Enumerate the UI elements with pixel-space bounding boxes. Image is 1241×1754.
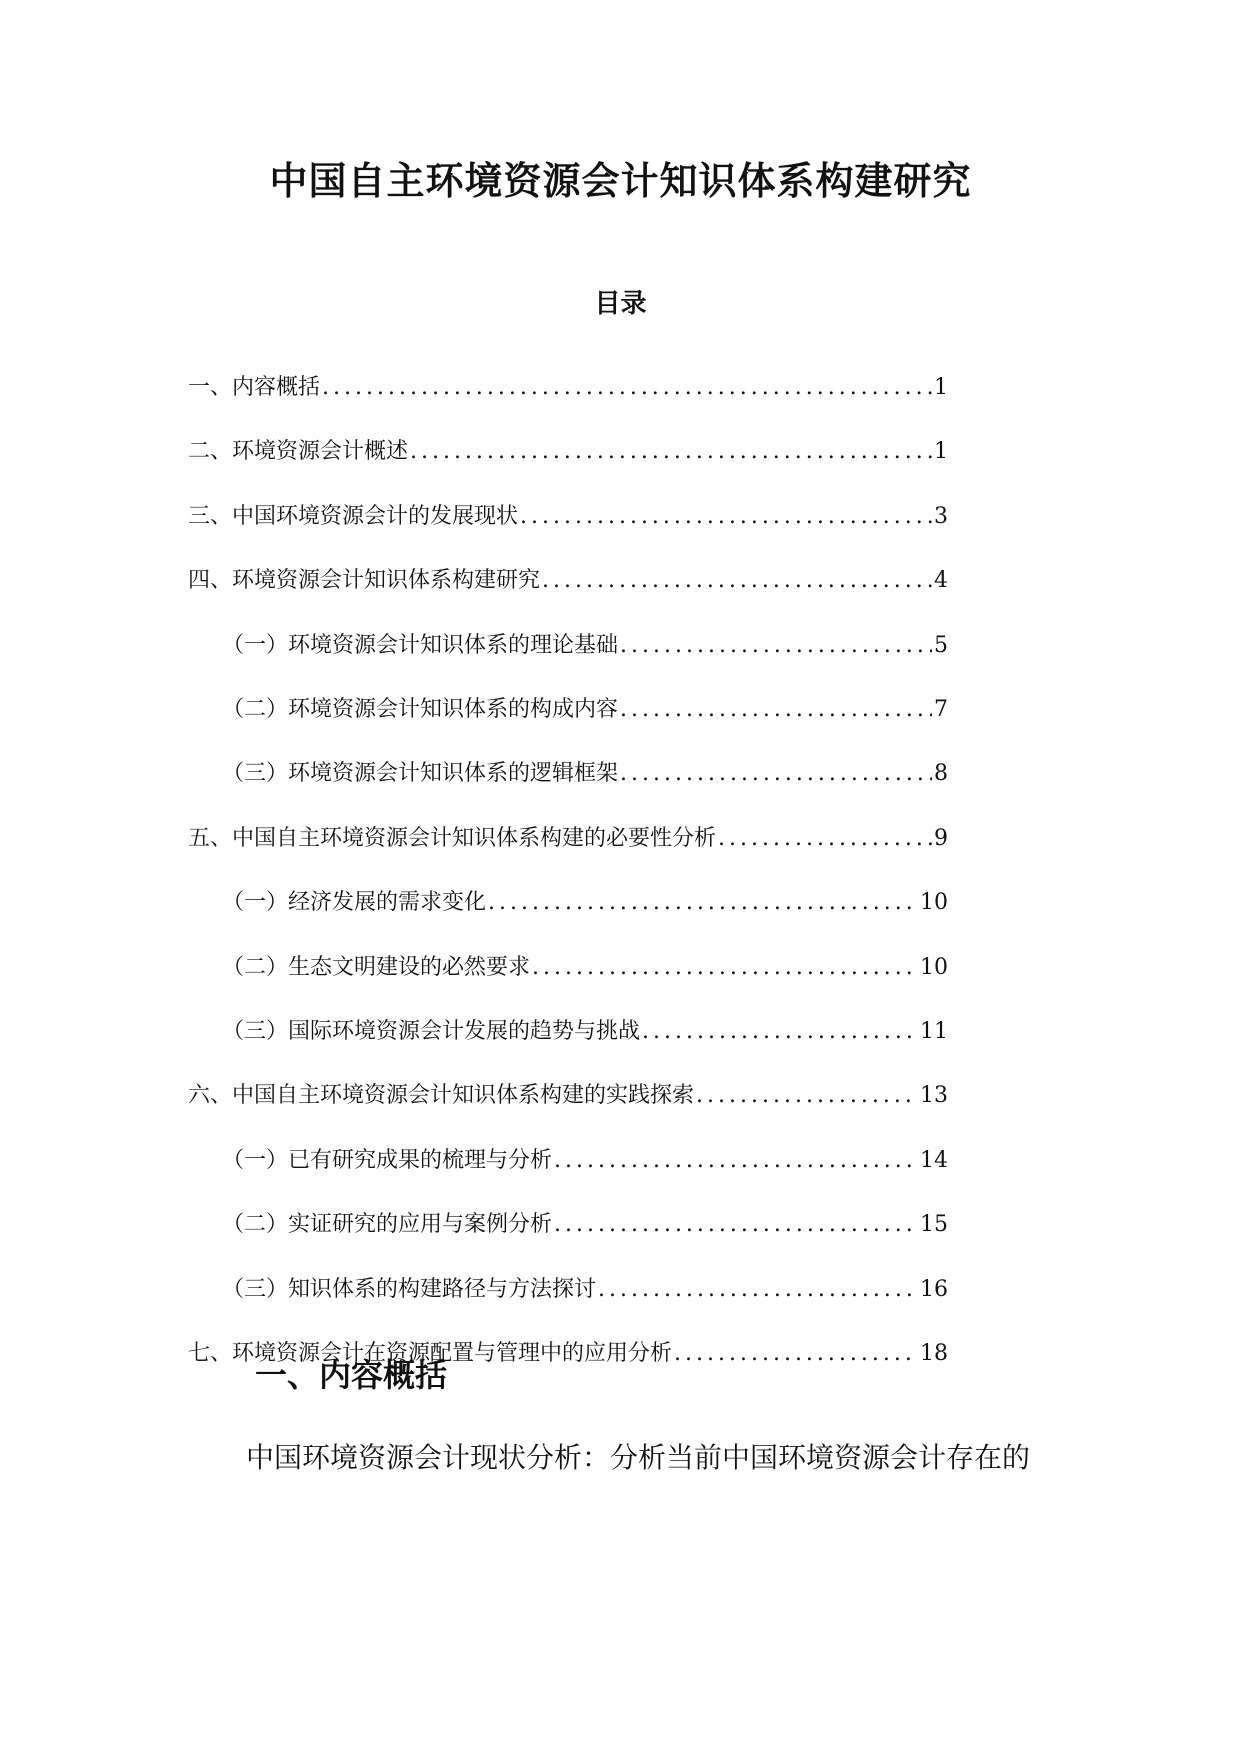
toc-entry-text: （三）国际环境资源会计发展的趋势与挑战 [222, 1019, 641, 1044]
toc-page-number: 10 [920, 890, 948, 916]
toc-entry-text: （一）已有研究成果的梳理与分析 [222, 1147, 553, 1173]
toc-dot-leader [674, 1337, 918, 1371]
toc-dot-leader [410, 435, 932, 469]
toc-dot-leader [520, 500, 932, 534]
body-paragraph: 中国环境资源会计现状分析：分析当前中国环境资源会计存在的 [246, 1441, 1031, 1474]
toc-entry-text: 二、环境资源会计概述 [188, 439, 409, 465]
toc-page-number: 14 [920, 1147, 948, 1173]
toc-dot-leader [620, 757, 932, 791]
toc-dot-leader [620, 629, 932, 663]
toc-entry[interactable] [222, 1015, 948, 1049]
toc-entry[interactable] [222, 629, 948, 663]
toc-entry[interactable] [222, 1144, 948, 1178]
toc-entry[interactable] [188, 435, 948, 469]
toc-entry[interactable] [222, 886, 948, 920]
toc-entry-text: （二）实证研究的应用与案例分析 [222, 1212, 553, 1238]
toc-page-number: 5 [934, 632, 948, 658]
toc-entry[interactable] [188, 500, 948, 534]
toc-heading: 目录 [594, 289, 647, 319]
toc-entry-text: （三）环境资源会计知识体系的逻辑框架 [222, 761, 619, 787]
toc-page-number: 13 [920, 1083, 948, 1109]
document-title: 中国自主环境资源会计知识体系构建研究 [269, 159, 972, 203]
toc-dot-leader [620, 693, 932, 727]
toc-entry[interactable] [188, 371, 948, 405]
toc-entry[interactable] [222, 757, 948, 791]
toc-page-number: 4 [934, 568, 948, 594]
toc-entry-text: 六、中国自主环境资源会计知识体系构建的实践探索 [188, 1083, 695, 1109]
toc-entry-text: （二）环境资源会计知识体系的构成内容 [222, 697, 619, 722]
toc-entry[interactable] [222, 951, 948, 985]
toc-page-number: 9 [934, 825, 948, 851]
toc-entry[interactable] [222, 693, 948, 727]
toc-dot-leader [554, 1144, 918, 1178]
toc-page-number: 1 [934, 439, 948, 465]
toc-dot-leader [322, 371, 932, 405]
toc-dot-leader [532, 951, 918, 985]
toc-page-number: 7 [934, 697, 948, 722]
toc-page-number: 8 [934, 761, 948, 787]
toc-page-number: 15 [920, 1212, 948, 1238]
toc-page-number: 3 [934, 503, 948, 529]
toc-entry[interactable] [188, 564, 948, 598]
toc-entry-text: 三、中国环境资源会计的发展现状 [188, 503, 519, 529]
toc-entry-text: 四、环境资源会计知识体系构建研究 [188, 568, 541, 594]
toc-dot-leader [696, 1079, 918, 1113]
toc-dot-leader [488, 886, 918, 920]
toc-entry[interactable] [188, 1079, 948, 1113]
toc-entry[interactable] [188, 822, 948, 856]
toc-entry-text: （一）经济发展的需求变化 [222, 890, 487, 916]
toc-page-number: 11 [920, 1019, 948, 1044]
toc-entry[interactable] [222, 1273, 948, 1307]
toc-entry-text: 五、中国自主环境资源会计知识体系构建的必要性分析 [188, 825, 717, 851]
toc-page-number: 16 [920, 1276, 948, 1302]
toc-dot-leader [598, 1273, 918, 1307]
toc-entry-text: （一）环境资源会计知识体系的理论基础 [222, 632, 619, 658]
toc-page-number: 1 [934, 375, 948, 400]
toc-entry[interactable] [222, 1208, 948, 1242]
toc-entry-text: （三）知识体系的构建路径与方法探讨 [222, 1276, 597, 1302]
toc-dot-leader [642, 1015, 918, 1049]
toc-entry-text: 一、内容概括 [188, 375, 321, 400]
toc-entry-text: 七、环境资源会计在资源配置与管理中的应用分析 [188, 1341, 673, 1366]
toc-page-number: 10 [920, 954, 948, 980]
toc-dot-leader [554, 1208, 918, 1242]
section-heading: 一、内容概括 [255, 1356, 448, 1394]
toc-page-number: 18 [920, 1341, 948, 1366]
toc-dot-leader [718, 822, 932, 856]
toc-dot-leader [542, 564, 932, 598]
toc-entry-text: （二）生态文明建设的必然要求 [222, 954, 531, 980]
